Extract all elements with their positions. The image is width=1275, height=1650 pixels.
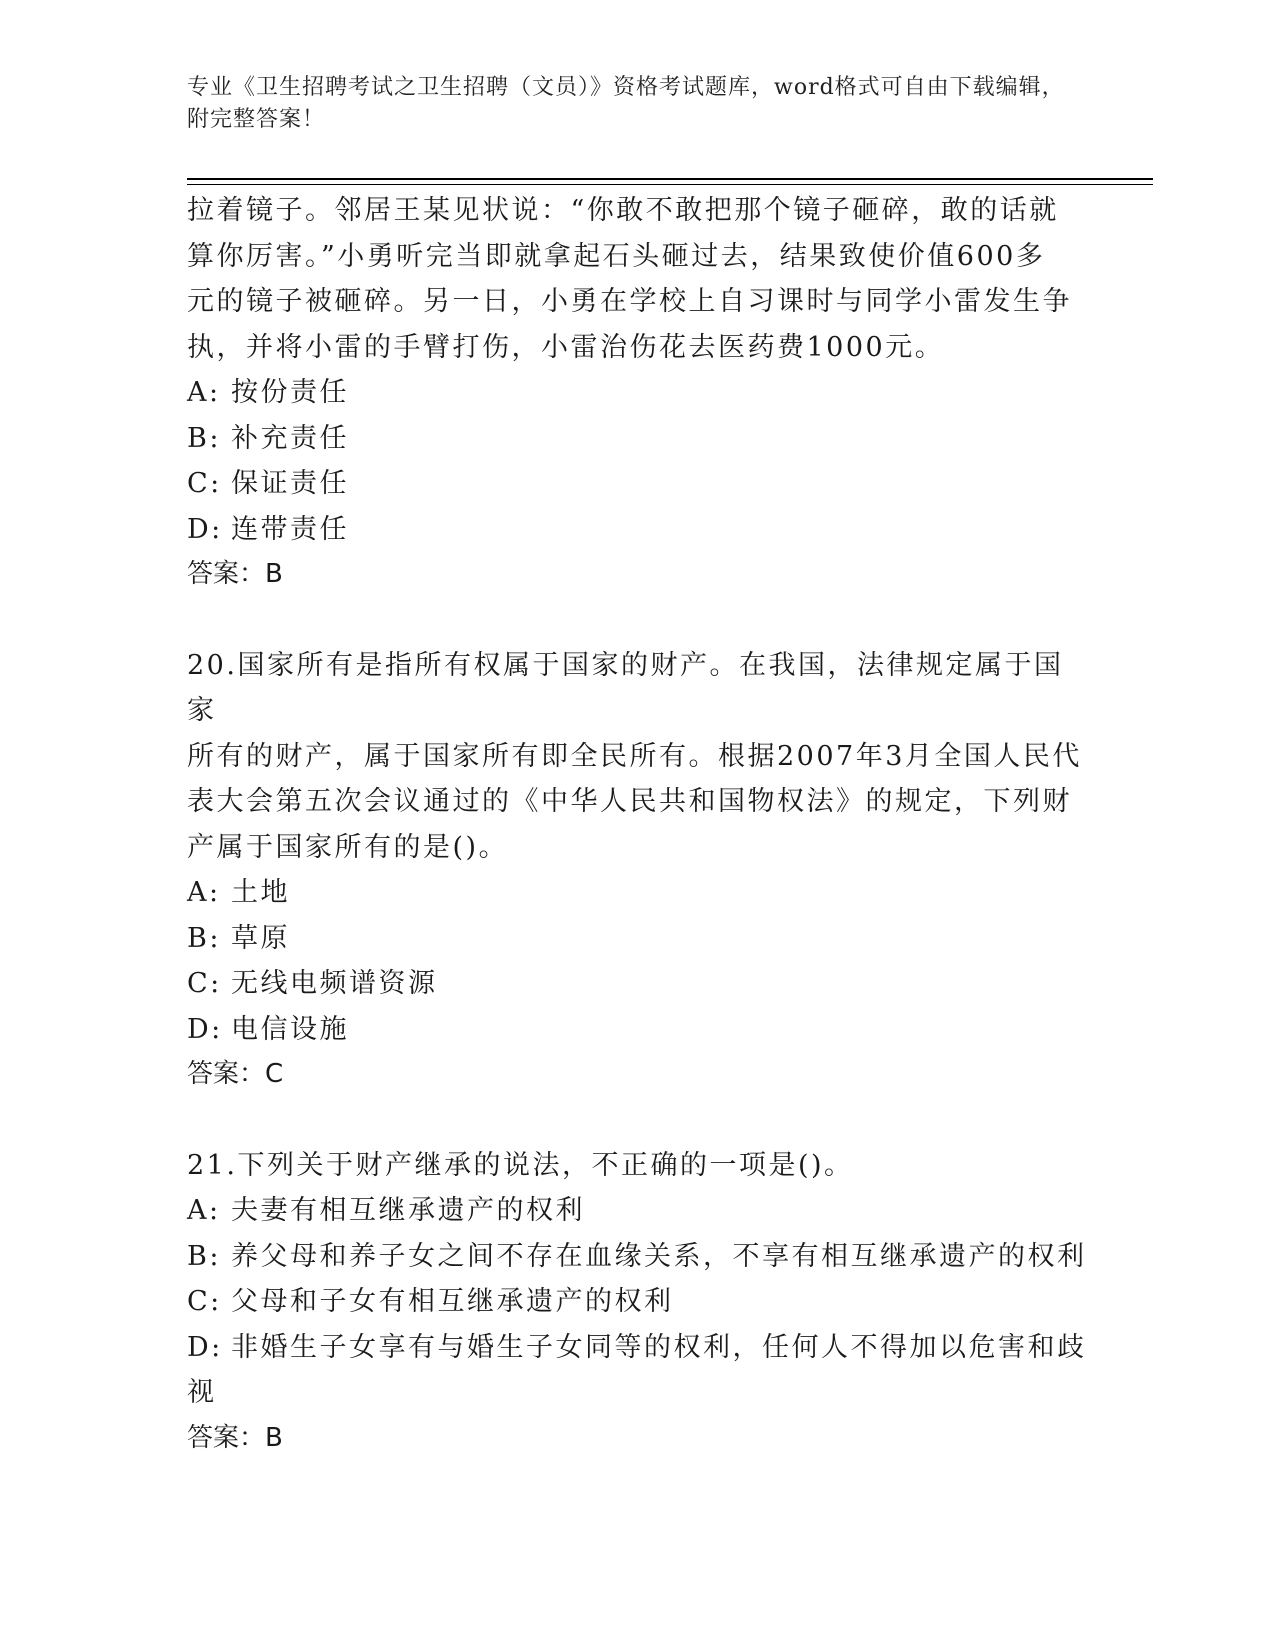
answer-line: 答案：C <box>187 1059 284 1089</box>
option-label: D: <box>187 513 223 545</box>
option-label: B: <box>187 1240 221 1272</box>
question-text-line: 表大会第五次会议通过的《中华人民共和国物权法》的规定，下列财 <box>187 786 1072 817</box>
option-d-wrap: 视 <box>187 1377 217 1408</box>
option-text: 非婚生子女享有与婚生子女同等的权利，任何人不得加以危害和歧 <box>231 1331 1087 1363</box>
option-label: C: <box>187 968 222 999</box>
spacer <box>187 1098 1087 1143</box>
option-text: 保证责任 <box>231 468 349 499</box>
option-d <box>187 507 1087 553</box>
option-text: 父母和子女有相互继承遗产的权利 <box>231 1286 674 1317</box>
option-label: C: <box>187 468 222 499</box>
answer-line: 答案：B <box>187 1422 283 1453</box>
option-a <box>187 870 1087 916</box>
header-rule-thick <box>187 178 1153 180</box>
option-text: 补充责任 <box>231 422 349 454</box>
option-text: 连带责任 <box>231 513 349 545</box>
option-b <box>187 1234 1087 1280</box>
option-a <box>187 370 1087 416</box>
question-text-line: 元的镜子被砸碎。另一日，小勇在学校上自习课时与同学小雷发生争 <box>187 286 1072 317</box>
option-a <box>187 1188 1087 1234</box>
question-text-line: 产属于国家所有的是()。 <box>187 831 509 863</box>
spacer <box>187 598 1087 643</box>
option-b <box>187 916 1087 962</box>
option-c <box>187 961 1087 1007</box>
option-label: B: <box>187 922 221 954</box>
question-20 <box>187 643 1087 1098</box>
option-text: 电信设施 <box>231 1013 349 1045</box>
option-c <box>187 1279 1087 1325</box>
question-text-line: 所有的财产，属于国家所有即全民所有。根据2007年3月全国人民代 <box>187 740 1082 772</box>
option-label: D: <box>187 1331 223 1363</box>
option-d <box>187 1007 1087 1053</box>
option-label: C: <box>187 1286 222 1317</box>
option-label: B: <box>187 422 221 454</box>
page-header: 专业《卫生招聘考试之卫生招聘（文员）》资格考试题库，word格式可自由下载编辑，附完整答案！ <box>187 75 1065 132</box>
header-rule-thin <box>187 184 1153 185</box>
question-text-line: 算你厉害。”小勇听完当即就拿起石头砸过去，结果致使价值600多 <box>187 240 1046 272</box>
question-text-line: 执，并将小雷的手臂打伤，小雷治伤花去医药费1000元。 <box>187 331 945 363</box>
question-text-line: 21.下列关于财产继承的说法，不正确的一项是()。 <box>187 1149 854 1181</box>
option-label: A: <box>187 377 221 408</box>
option-text: 夫妻有相互继承遗产的权利 <box>231 1195 585 1226</box>
option-text: 土地 <box>231 877 290 908</box>
option-label: A: <box>187 1195 221 1226</box>
option-c <box>187 461 1087 507</box>
option-d <box>187 1325 1087 1371</box>
question-text-line: 20.国家所有是指所有权属于国家的财产。在我国，法律规定属于国家 <box>187 649 1064 726</box>
option-text: 养父母和养子女之间不存在血缘关系，不享有相互继承遗产的权利 <box>231 1240 1087 1272</box>
option-b <box>187 416 1087 462</box>
option-label: D: <box>187 1013 223 1045</box>
answer-line: 答案：B <box>187 559 283 589</box>
option-text: 无线电频谱资源 <box>231 968 438 999</box>
question-21 <box>187 1143 1087 1462</box>
option-text: 按份责任 <box>231 377 349 408</box>
question-19-continuation <box>187 188 1087 598</box>
option-text: 草原 <box>231 922 290 954</box>
question-content <box>187 188 1087 1461</box>
option-label: A: <box>187 877 221 908</box>
question-text-line: 拉着镜子。邻居王某见状说：“你敢不敢把那个镜子砸碎，敢的话就 <box>187 195 1059 226</box>
